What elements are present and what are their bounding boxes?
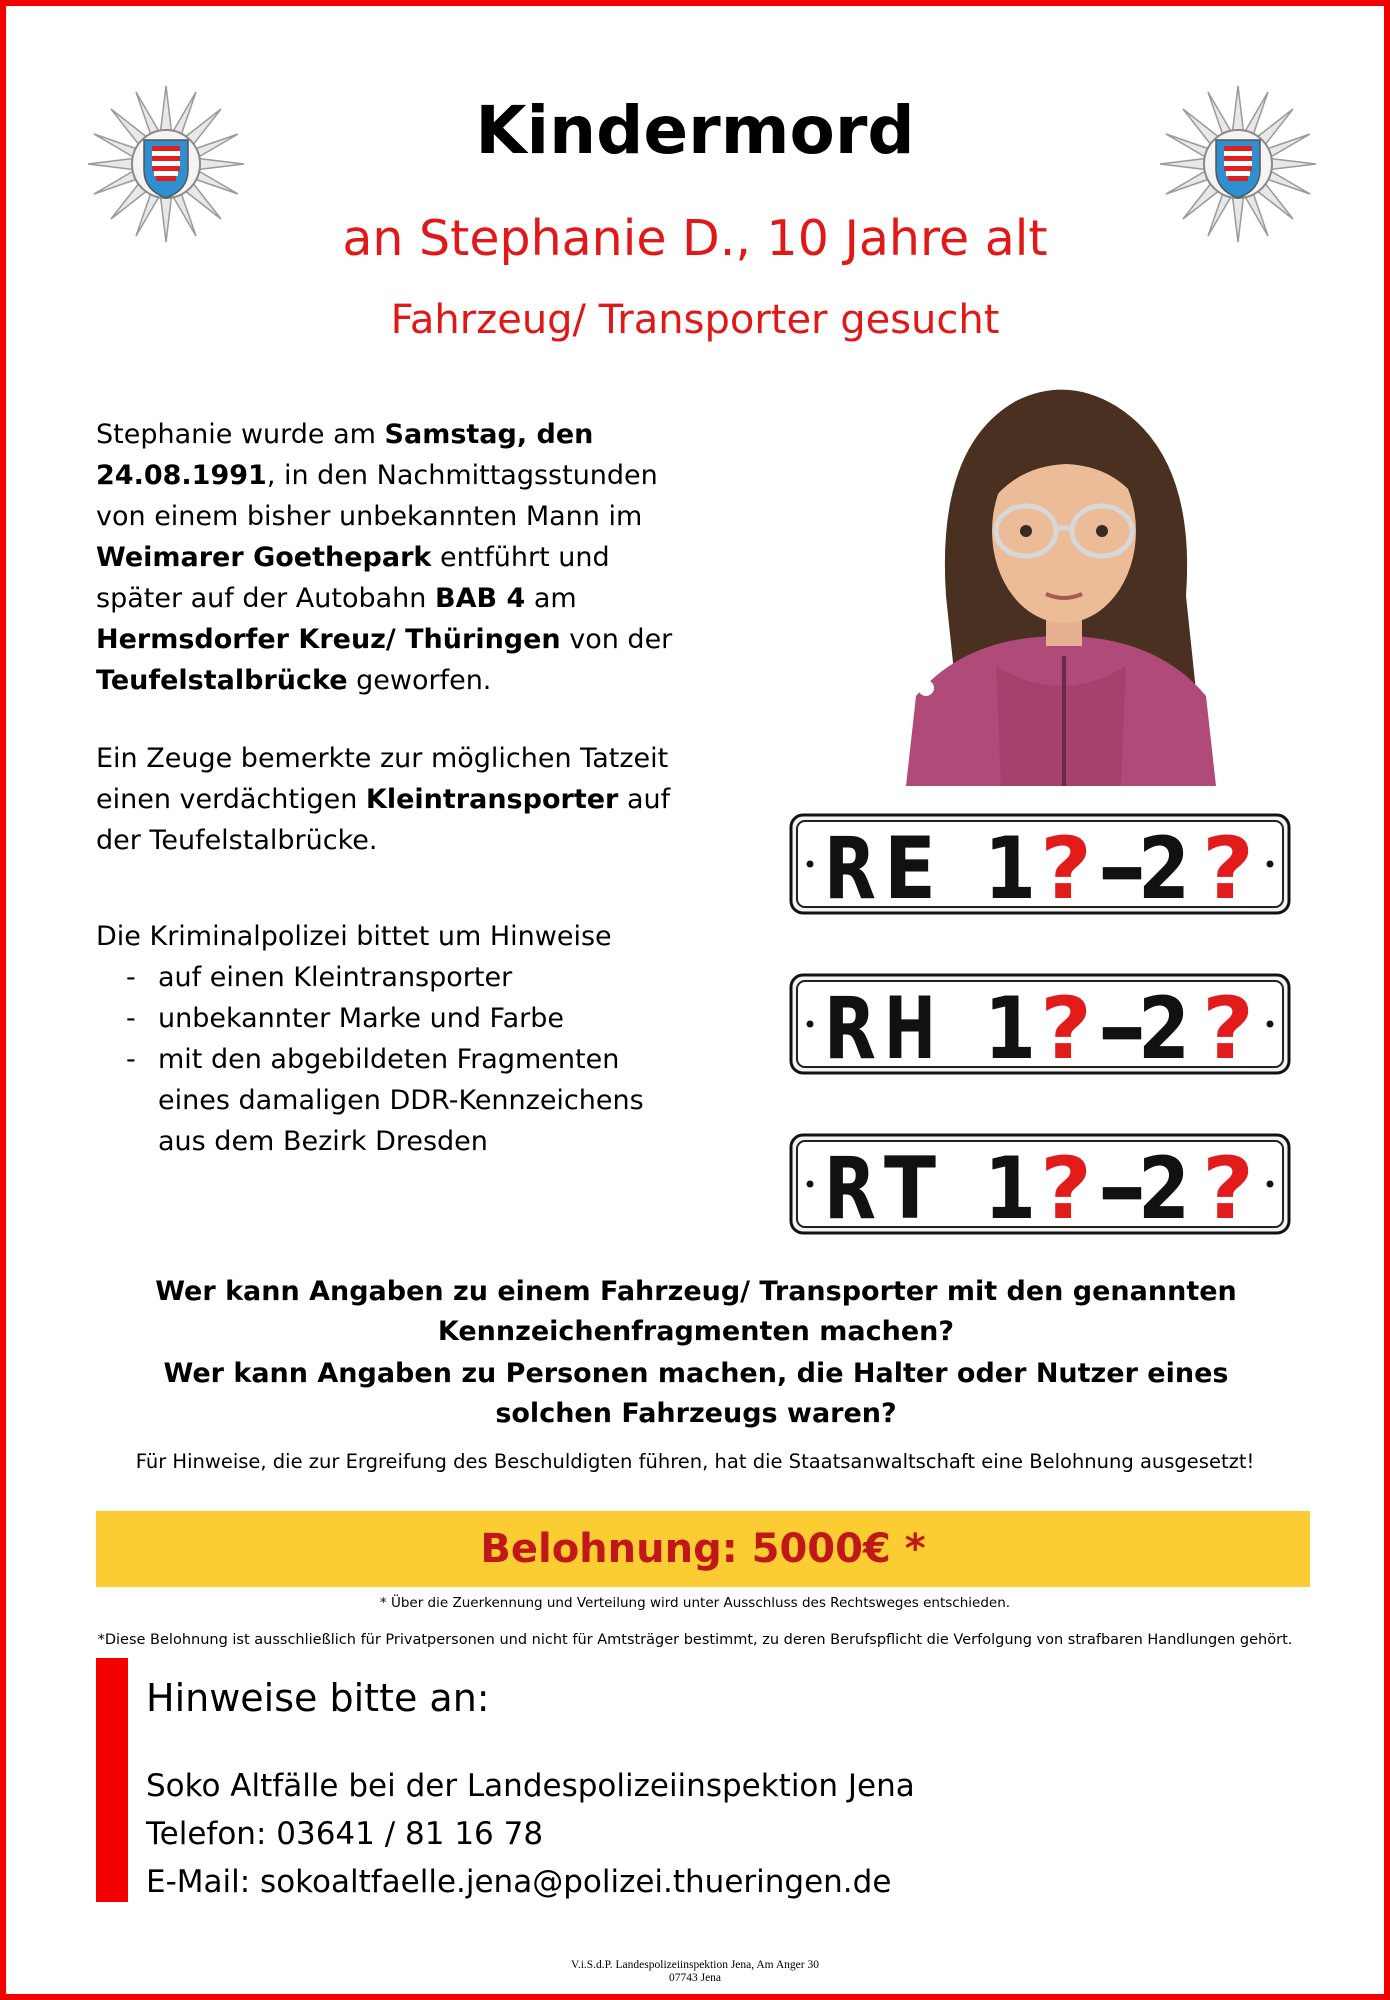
plate-letter: R xyxy=(824,819,876,916)
police-request xyxy=(96,916,696,1162)
plate-letter: T xyxy=(884,1139,937,1236)
plate-unknown-digit: ? xyxy=(1202,979,1254,1076)
reward-banner xyxy=(96,1511,1310,1587)
body-text-segment: von einem bisher unbekannten Mann im xyxy=(96,501,643,532)
plate-screw-dot xyxy=(1267,1021,1274,1028)
reward-note: Für Hinweise, die zur Ergreifung des Beschuldigten führen, hat die Staatsanwaltschaft eine Belohnung ausgesetzt! xyxy=(135,1450,1255,1473)
question-persons: Wer kann Angaben zu Personen machen, die Halter oder Nutzer eines solchen Fahrzeugs waren? xyxy=(163,1358,1229,1429)
fine-print-eligibility: *Diese Belohnung ist ausschließlich für Privatpersonen und nicht für Amtsträger bestimmt, zu deren Berufspflicht die Verfolgung von strafbaren Handlungen gehört. xyxy=(97,1632,1293,1648)
plate-unknown-digit: ? xyxy=(1040,979,1092,1076)
body-text-segment: , in den Nachmittagsstunden xyxy=(266,460,658,491)
plate-unknown-digit: ? xyxy=(1040,819,1092,916)
license-plate-rh xyxy=(788,972,1292,1076)
plate-digit: 1 xyxy=(984,819,1036,916)
fine-print-legal: * Über die Zuerkennung und Verteilung wird unter Ausschluss des Rechtsweges entschieden. xyxy=(379,1595,1011,1611)
license-plate-re xyxy=(788,812,1292,916)
request-item: - auf einen Kleintransporter xyxy=(96,957,696,998)
plate-letter: R xyxy=(824,979,876,1076)
plate-screw-dot xyxy=(1267,861,1274,868)
body-text-segment: einen verdächtigen xyxy=(96,784,366,815)
plate-digit: 1 xyxy=(984,979,1036,1076)
plate-dash: - xyxy=(1096,819,1148,916)
emphasis-text: Hermsdorfer Kreuz/ Thüringen xyxy=(96,624,561,655)
license-plate-rt xyxy=(788,1132,1292,1236)
plate-letter: R xyxy=(824,1139,876,1236)
emphasis-text: Teufelstalbrücke xyxy=(96,665,348,696)
plate-unknown-digit: ? xyxy=(1040,1139,1092,1236)
case-description xyxy=(96,414,696,701)
contact-organization: Soko Altfälle bei der Landespolizeiinspektion Jena xyxy=(146,1768,915,1804)
police-request-intro: Die Kriminalpolizei bittet um Hinweise xyxy=(96,921,612,952)
contact-accent-bar xyxy=(96,1658,128,1902)
body-text-segment: der Teufelstalbrücke. xyxy=(96,825,378,856)
body-text-segment: entführt und xyxy=(431,542,610,573)
body-text-segment: Ein Zeuge bemerkte zur möglichen Tatzeit xyxy=(96,743,669,774)
contact-phone: Telefon: 03641 / 81 16 78 xyxy=(146,1816,544,1852)
imprint-line: 07743 Jena xyxy=(668,1972,722,1984)
plate-dash: - xyxy=(1096,1139,1148,1236)
poster-subtitle: an Stephanie D., 10 Jahre alt xyxy=(342,210,1048,267)
plate-unknown-digit: ? xyxy=(1202,1139,1254,1236)
plate-unknown-digit: ? xyxy=(1202,819,1254,916)
request-list xyxy=(96,957,696,1162)
imprint xyxy=(6,1959,1384,1985)
imprint-line: V.i.S.d.P. Landespolizeiinspektion Jena, Am Anger 30 xyxy=(571,1959,819,1971)
plate-digit: 1 xyxy=(984,1139,1036,1236)
plate-letter: E xyxy=(884,819,936,916)
victim-photo xyxy=(906,366,1216,786)
poster-subtitle-vehicle: Fahrzeug/ Transporter gesucht xyxy=(390,297,1000,343)
plate-digit: 2 xyxy=(1138,1139,1190,1236)
witness-description xyxy=(96,738,696,861)
reward-amount: Belohnung: 5000€ * xyxy=(480,1526,926,1572)
emphasis-text: BAB 4 xyxy=(435,583,526,614)
body-text-segment: später auf der Autobahn xyxy=(96,583,435,614)
plate-letter: H xyxy=(884,979,936,1076)
body-text-segment: am xyxy=(525,583,577,614)
plate-digit: 2 xyxy=(1138,979,1190,1076)
body-text-segment: geworfen. xyxy=(347,665,492,696)
plate-screw-dot xyxy=(807,861,814,868)
plate-screw-dot xyxy=(807,1021,814,1028)
plate-screw-dot xyxy=(807,1181,814,1188)
plate-dash: - xyxy=(1096,979,1148,1076)
contact-email: E-Mail: sokoaltfaelle.jena@polizei.thueringen.de xyxy=(146,1864,892,1900)
emphasis-text: Samstag, den xyxy=(384,419,594,450)
body-text-segment: Stephanie wurde am xyxy=(96,419,385,450)
contact-heading: Hinweise bitte an: xyxy=(146,1676,490,1720)
request-item: - mit den abgebildeten Fragmenten eines damaligen DDR-Kennzeichens aus dem Bezirk Dresden xyxy=(96,1039,696,1162)
body-text-segment: von der xyxy=(560,624,673,655)
plate-digit: 2 xyxy=(1138,819,1190,916)
poster-title: Kindermord xyxy=(475,92,915,169)
question-vehicle: Wer kann Angaben zu einem Fahrzeug/ Transporter mit den genannten Kennzeichenfragmenten machen? xyxy=(155,1276,1237,1347)
body-text-segment: auf xyxy=(618,784,671,815)
emphasis-text: Kleintransporter xyxy=(365,784,619,815)
request-item: - unbekannter Marke und Farbe xyxy=(96,998,696,1039)
plate-screw-dot xyxy=(1267,1181,1274,1188)
emphasis-text: 24.08.1991 xyxy=(96,460,267,491)
emphasis-text: Weimarer Goethepark xyxy=(96,542,432,573)
